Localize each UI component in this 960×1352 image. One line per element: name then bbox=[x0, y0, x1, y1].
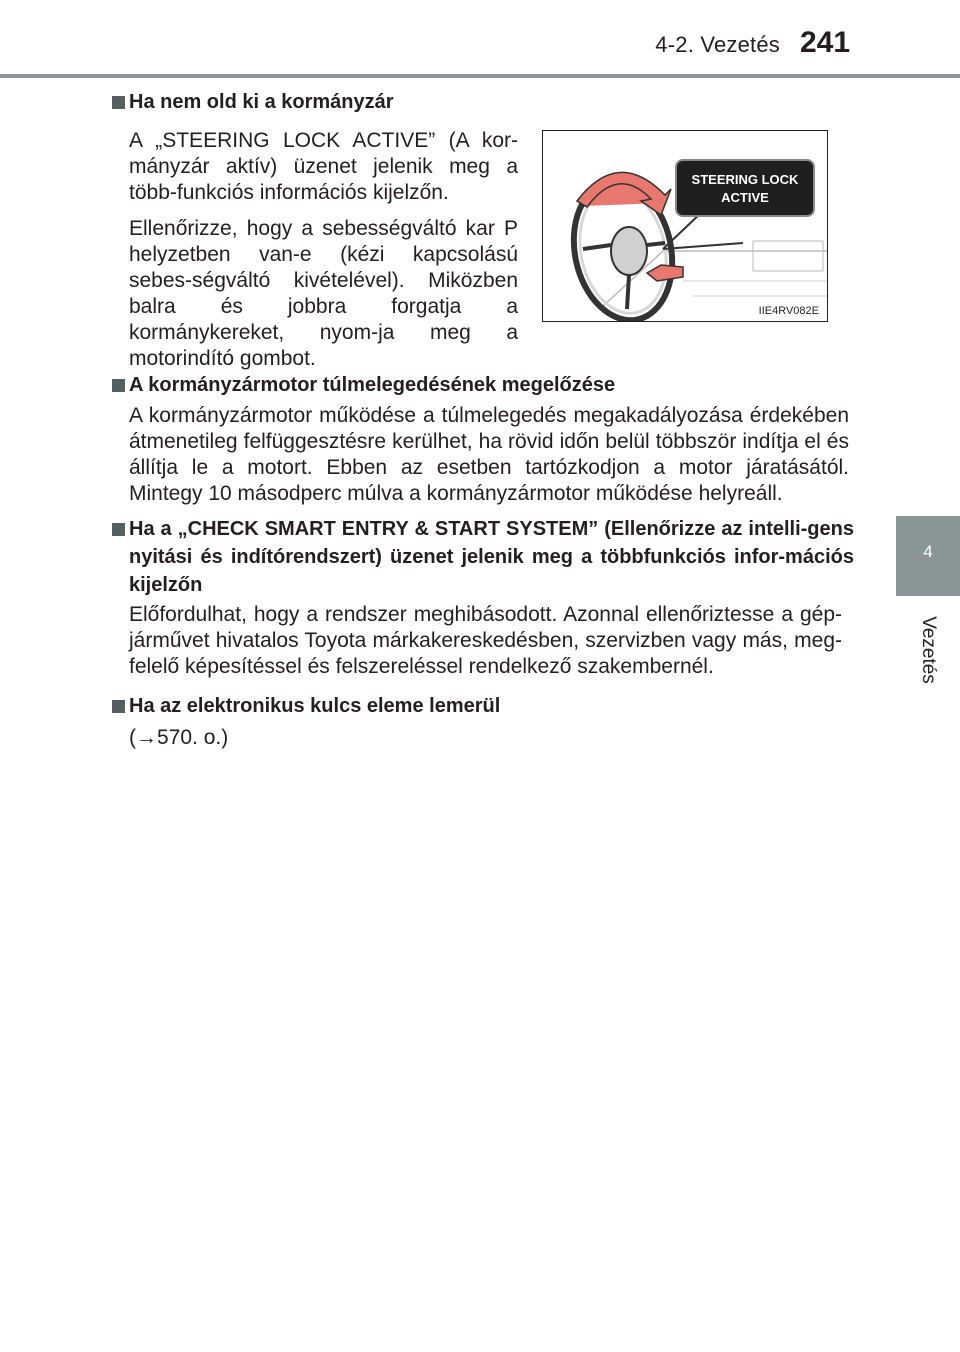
chapter-tab-label: Vezetés bbox=[918, 616, 940, 684]
section-bullet-square bbox=[112, 523, 125, 536]
section-heading: A kormányzármotor túlmelegedésének megelőzése bbox=[129, 374, 616, 396]
display-message-box bbox=[675, 159, 815, 217]
section-paragraph: Ellenőrizze, hogy a sebességváltó kar P helyzetben van-e (kézi kapcsolású sebes-ségváltó kivételével). Miközben balra és jobbra forgatja a kormánykereket, nyom-ja meg a motorindító gombot. bbox=[129, 217, 518, 370]
section-paragraph: A „STEERING LOCK ACTIVE” (A kor-mányzár aktív) üzenet jelenik meg a több-funkciós információs kijelzőn. bbox=[129, 129, 518, 204]
chapter-tab-label-wrap bbox=[896, 600, 960, 700]
header-divider bbox=[0, 74, 960, 78]
section-bullet-square bbox=[112, 700, 125, 713]
steering-lock-figure bbox=[542, 130, 828, 322]
page-reference: (→570. o.) bbox=[129, 726, 229, 749]
section-heading: Ha nem old ki a kormányzár bbox=[129, 91, 394, 113]
chapter-tab bbox=[896, 516, 960, 596]
header-section-title: 4-2. Vezetés bbox=[655, 32, 780, 57]
section-bullet-square bbox=[112, 379, 125, 392]
section-heading: Ha az elektronikus kulcs eleme lemerül bbox=[129, 695, 501, 717]
display-message-line1: STEERING LOCK bbox=[691, 172, 799, 187]
display-message-line2: ACTIVE bbox=[721, 190, 769, 205]
figure-code: IIE4RV082E bbox=[758, 305, 819, 317]
section-paragraph: A kormányzármotor működése a túlmelegedés megakadályozása érdekében átmenetileg felfüggesztésre kerülhet, ha rövid időn belül többször indítja el és állítja le a motort. Ebben az esetben tartózkodjon a motor járatásától. Mintegy 10 másodperc múlva a kormányzármotor működése helyreáll. bbox=[129, 404, 849, 505]
section-paragraph: Előfordulhat, hogy a rendszer meghibásodott. Azonnal ellenőriztesse a gép-járművet hivatalos Toyota márkakereskedésben, szervizben vagy más, meg-felelő képesítéssel és felszereléssel rendelkező szakembernél. bbox=[129, 603, 842, 678]
section-bullet-square bbox=[112, 96, 125, 109]
page-number: 241 bbox=[800, 26, 851, 59]
chapter-tab-number: 4 bbox=[923, 542, 933, 561]
section-heading: Ha a „CHECK SMART ENTRY & START SYSTEM” (Ellenőrizze az intelli-gens nyitási és indítórendszert) üzenet jelenik meg a többfunkciós infor-mációs kijelzőn bbox=[129, 518, 854, 596]
